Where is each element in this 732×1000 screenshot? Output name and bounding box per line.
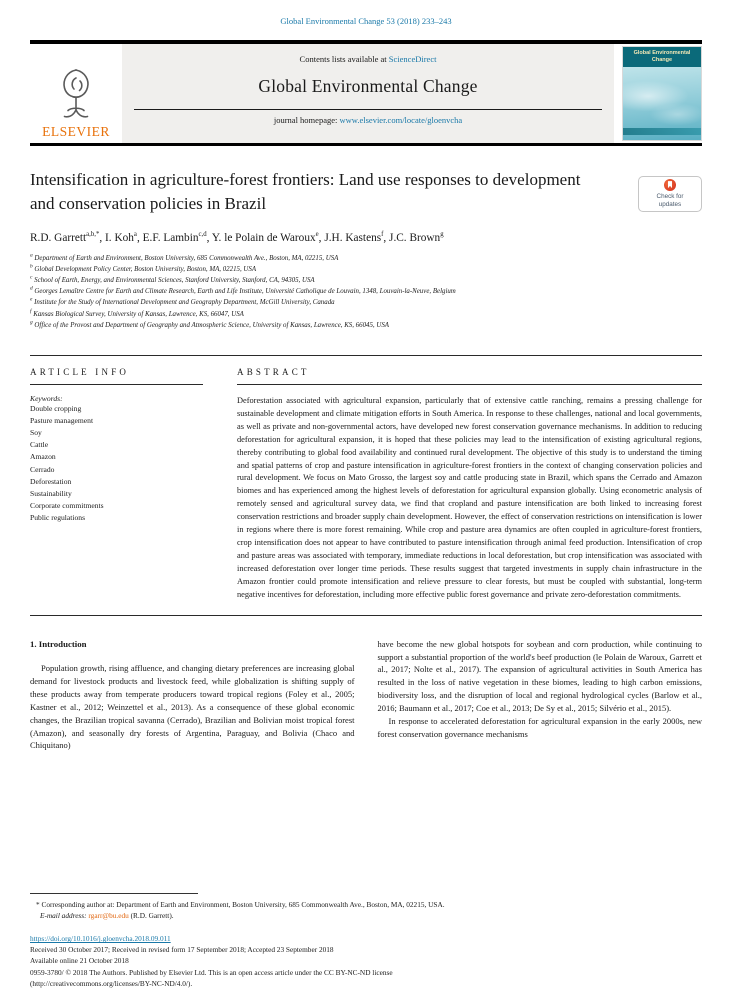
title-row xyxy=(30,168,702,216)
email-suffix: (R.D. Garrett). xyxy=(130,911,174,921)
doi-link[interactable]: https://doi.org/10.1016/j.gloenvcha.2018.09.011 xyxy=(30,934,171,944)
body-paragraph: Population growth, rising affluence, and changing dietary preferences are increasing global demand for livestock products and livestock feed, while globalization is shifting supply of these products away from temperate producers toward tropical regions (Foley et al., 2005; Kastner et al., 2012; Weinzettel et al., 2013). As a consequence of these global economic changes, the Brazilian tropical savanna (Cerrado), Brazilian and Bolivian moist tropical forest (Amazon), and seasonally dry forests of Argentina, Paraguay, and Bolivia (Chaco and Chiquitano) xyxy=(30,663,355,751)
license-line: (http://creativecommons.org/licenses/BY-NC-ND/4.0/). xyxy=(30,979,193,989)
email-link[interactable]: rgarr@bu.edu xyxy=(88,911,129,921)
homepage-line xyxy=(274,110,462,132)
sciencedirect-link[interactable]: ScienceDirect xyxy=(388,53,437,64)
affiliation-line: $^c$ School of Earth, Energy, and Environmental Sciences, Stanford University, Stanford, CA, 94305, USA xyxy=(30,274,315,284)
received-dates: Received 30 October 2017; Received in revised form 17 September 2018; Accepted 23 September 2018 xyxy=(30,945,334,955)
abstract-column xyxy=(237,356,702,602)
journal-homepage-link[interactable]: www.elsevier.com/locate/gloenvcha xyxy=(339,114,463,125)
body-columns xyxy=(30,638,702,753)
email-label: E-mail address: xyxy=(40,911,87,921)
journal-masthead xyxy=(30,44,702,143)
author-name: I. Koh$^a$ xyxy=(105,230,137,244)
journal-cover-thumbnail xyxy=(622,46,702,141)
article-info-column xyxy=(30,356,237,602)
article-info-rule xyxy=(30,384,203,385)
check-for-updates-badge[interactable] xyxy=(638,176,702,212)
contents-line xyxy=(300,54,437,64)
corresponding-email-line xyxy=(30,911,702,922)
affiliation-line: $^f$ Kansas Biological Survey, University of Kansas, Lawrence, KS, 66047, USA xyxy=(30,308,244,318)
keyword-item: Cattle xyxy=(30,440,49,450)
available-online: Available online 21 October 2018 xyxy=(30,956,129,966)
affiliation-line: $^a$ Department of Earth and Environment, Boston University, 685 Commonwealth Ave., Boston, MA, 02215, USA xyxy=(30,252,339,262)
contents-prefix: Contents lists available at xyxy=(299,53,387,64)
left-paragraphs xyxy=(30,662,355,752)
footnotes xyxy=(30,891,702,990)
affiliation-line: $^e$ Institute for the Study of International Development and Geography Department, McGill University, Canada xyxy=(30,297,335,307)
copyright-line: 0959-3780/ © 2018 The Authors. Published by Elsevier Ltd. This is an open access article under the CC BY-NC-ND license xyxy=(30,968,393,978)
article-info-heading: ARTICLE INFO xyxy=(30,366,130,377)
author-name: J.H. Kastens$^f$ xyxy=(324,230,384,244)
keyword-item: Cerrado xyxy=(30,464,55,474)
body-paragraph: In response to accelerated deforestation for agricultural expansion in the early 2000s, new forest conservation governance mechanisms xyxy=(377,716,702,739)
keyword-item: Soy xyxy=(30,428,42,438)
divider-bar-header-bottom xyxy=(30,143,702,147)
keyword-item: Sustainability xyxy=(30,488,72,498)
abstract-heading: ABSTRACT xyxy=(237,366,310,377)
crossmark-icon xyxy=(664,179,676,191)
keyword-item: Double cropping xyxy=(30,403,82,413)
masthead-center xyxy=(122,44,614,143)
section-heading: 1. Introduction xyxy=(30,638,87,649)
corresponding-author-note: * Corresponding author at: Department of Earth and Environment, Boston University, 685 Commonwealth Ave., Boston, MA, 02215, USA. xyxy=(36,900,445,910)
cover-artwork xyxy=(623,67,701,140)
cover-title: Global Environmental Change xyxy=(623,47,701,68)
check-badge-label: Check for updates xyxy=(656,193,684,208)
author-name: J.C. Brown$^g$ xyxy=(389,230,444,244)
elsevier-logo xyxy=(30,44,122,143)
body-right-column xyxy=(378,638,703,753)
body-left-column xyxy=(30,638,355,753)
homepage-label: journal homepage: xyxy=(273,114,338,125)
abstract-text: Deforestation associated with agricultural expansion, particularly that of extensive cattle ranching, remains a pressing challenge for sustainable development and climate mitigation efforts in South America. In response to these challenges, national and local governments, as well as private and non-governmental actors, have developed new forest conservation governance mechanisms. In addition to reducing deforestation for agricultural expansion, it is hoped that these policies may lead to the intensification of existing agricultural regions, thereby contributing to global food availability and continued rural development. The objective of this study is to understand the timing and spatial patterns of crop and pasture intensification in agriculture-forest frontiers in the context of changing conservation policies and rural development. We focus on Mato Grosso, the largest soy and cattle producing state in Brazil, which spans the Cerrado and Amazon biomes and has experienced among the highest levels of deforestation for agricultural expansion globally. Using econometric analysis of remotely sensed and agricultural survey data, we find that cropland and pasture intensification are both linked to increasing forest conservation restrictions and broader supply chain development. However, the effect of conservation restrictions on intensification is lower in regions where there is more forest remaining. While crop and pasture area dynamics are often coupled in agriculture-forest frontiers, crop intensification does not appear to have contributed to pasture intensification through animal feed production. Intensification of crop and pasture areas was associated with temporary, immediate reductions in local deforestation, but crop intensification was associated with increased deforestation over longer time periods. These results suggest that targeted investments in supply chain infrastructure in the Amazon frontier could promote intensification and relieve pressure to clear forests, but must be coupled with substantial, long-term negative incentives for deforestation, including more effective public forest governance and private zero-deforestation commitments. xyxy=(237,395,702,599)
body-paragraph: have become the new global hotspots for soybean and corn production, while continuing to support a substantial proportion of the world's beef production (le Polain de Waroux, Garrett et al., 2017; Nolte et al., 2017). The expansion of agricultural activities in South America has resulted in the loss of native vegetation in these biomes, leading to high carbon emissions, biodiversity loss, and the disruption of local and regional hydrological cycles (Barlow et al., 2016; Baumann et al., 2017; Coe et al., 2013; De Sy et al., 2015; Silvério et al., 2015). xyxy=(377,638,702,714)
keyword-item: Public regulations xyxy=(30,513,86,523)
elsevier-wordmark: ELSEVIER xyxy=(42,123,110,139)
journal-title: Global Environmental Change xyxy=(258,75,478,96)
journal-citation: Global Environmental Change 53 (2018) 233–243 xyxy=(280,16,452,26)
affiliation-line: $^d$ Georges Lemaître Centre for Earth and Climate Research, Earth and Life Institute, Université Catholique de Louvain, 1348, Louvain-la-Neuve, Belgium xyxy=(30,285,456,296)
keyword-item: Amazon xyxy=(30,452,56,462)
keywords-list xyxy=(30,403,203,524)
footnote-rule xyxy=(30,893,198,894)
keyword-item: Deforestation xyxy=(30,476,72,486)
author-list: R.D. Garrett$^{a,b,*}$, I. Koh$^a$, E.F. Lambin$^{c,d}$, Y. le Polain de Waroux$^e$, J.H. Kastens$^f$, J.C. Brown$^g$ xyxy=(30,230,444,244)
doi-line xyxy=(30,934,702,945)
author-name: E.F. Lambin$^{c,d}$ xyxy=(142,230,207,244)
info-abstract-section xyxy=(30,356,702,602)
right-paragraphs xyxy=(378,638,703,741)
keywords-label: Keywords: xyxy=(30,393,63,403)
author-name: R.D. Garrett$^{a,b,*}$ xyxy=(30,230,100,244)
affiliation-list xyxy=(30,253,702,331)
article-title: Intensification in agriculture-forest frontiers: Land use responses to development and conservation policies in Brazil xyxy=(30,170,581,213)
affiliation-line: $^g$ Office of the Provost and Department of Geography and Atmospheric Science, University of Kansas, Lawrence, KS, 66045, USA xyxy=(30,319,389,329)
elsevier-emblem-icon xyxy=(53,65,99,123)
author-name: Y. le Polain de Waroux$^e$ xyxy=(211,230,319,244)
rule-below-info xyxy=(30,615,702,616)
abstract-rule xyxy=(237,384,702,385)
affiliation-line: $^b$ Global Development Policy Center, Boston University, Boston, MA, 02215, USA xyxy=(30,263,257,273)
keyword-item: Pasture management xyxy=(30,416,94,426)
keyword-item: Corporate commitments xyxy=(30,501,104,511)
